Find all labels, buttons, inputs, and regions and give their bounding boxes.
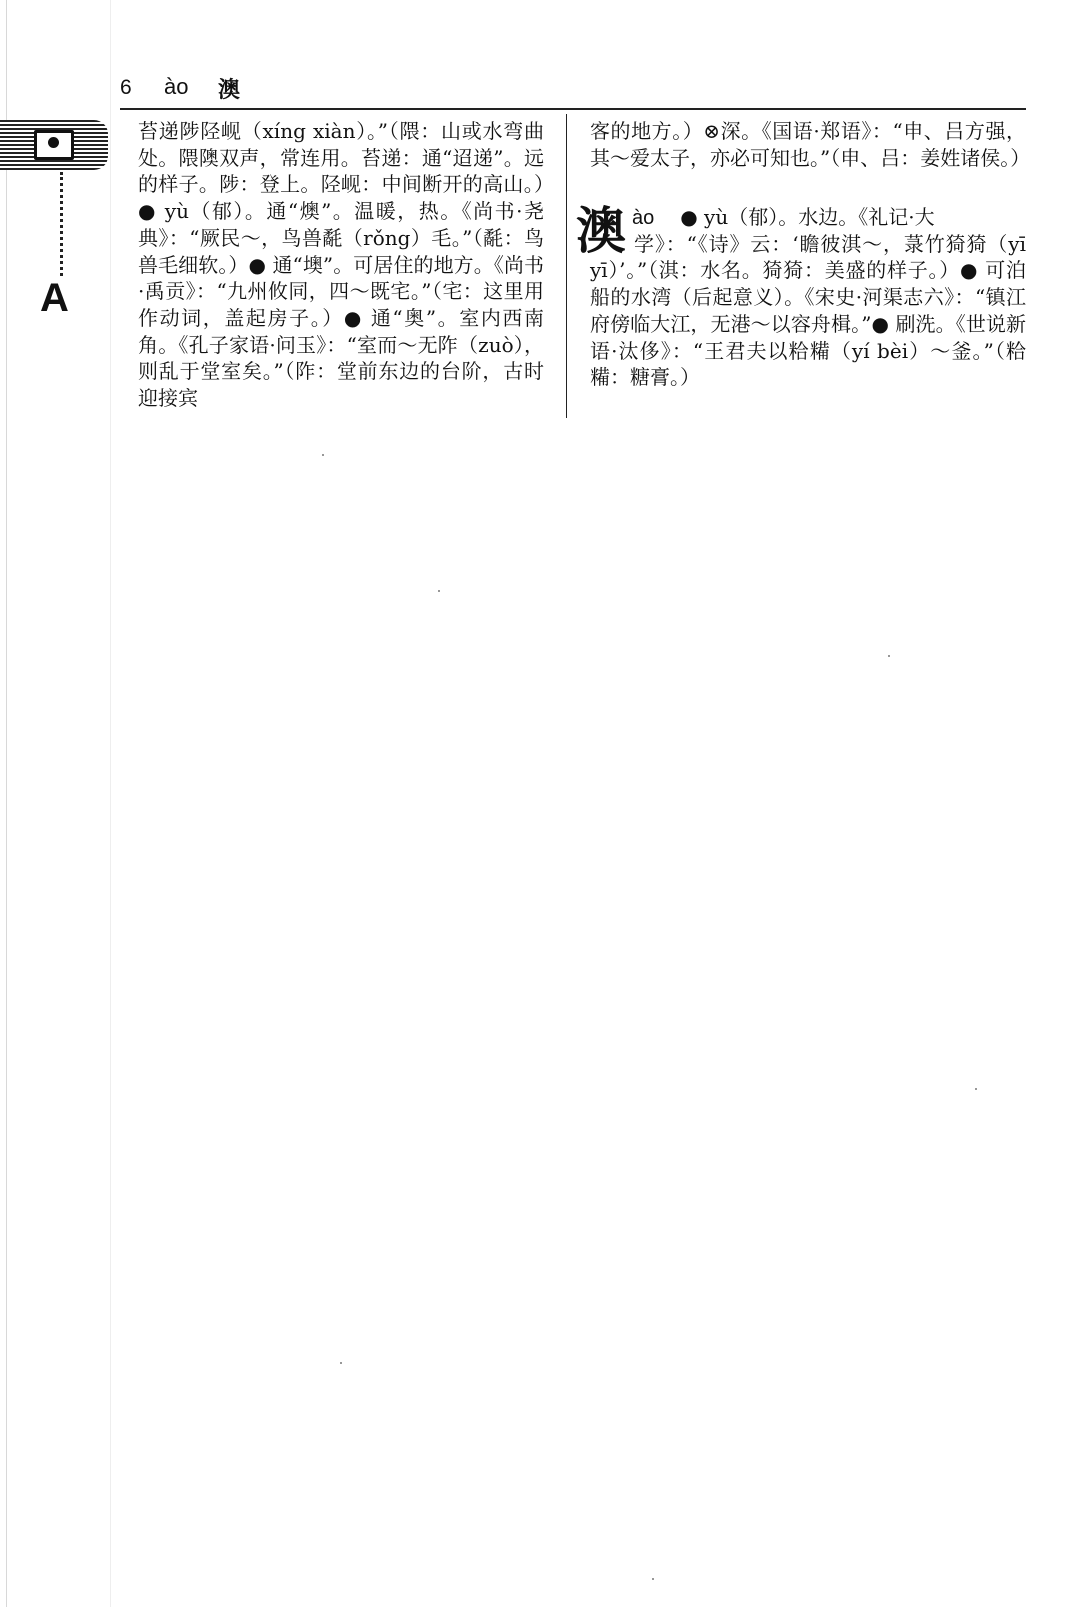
entry-first-line-text: ● yù（郁）。水边。《礼记·大 — [680, 205, 935, 229]
open-book-icon — [34, 130, 74, 160]
column-divider — [566, 114, 567, 418]
tab-dotted-line — [60, 172, 63, 276]
header-pinyin: ào — [164, 74, 189, 99]
scan-speck — [975, 1088, 977, 1090]
running-header — [120, 74, 1026, 110]
entry-pinyin: ào — [632, 207, 655, 229]
scan-speck — [888, 655, 890, 657]
section-letter: A — [40, 276, 69, 320]
scan-speck — [340, 1362, 342, 1364]
right-column — [590, 118, 1031, 171]
left-column-text: 苔递陟陉岘（xíng xiàn）。”（隈：山或水弯曲处。隈隩双声，常连用。苔递：通“迢递”。远的样子。陟：登上。陉岘：中间断开的高山。）● yù（郁）。通“燠”。温暖，热。《尚书·尧典》：“厥民～，鸟兽氄（rǒng）毛。”（氄：鸟兽毛细软。）● 通“墺”。可居住的地方。《尚书·禹贡》：“九州攸同，四～既宅。”（宅：这里用作动词，盖起房子。）● 通“奥”。室内西南角。《孔子家语·问玉》：“室而～无阼（zuò），则乱于堂室矣。”（阼：堂前东边的台阶，古时迎接宾 — [138, 119, 544, 411]
continuation-text: 客的地方。）⊗深。《国语·郑语》：“申、吕方强，其～爱太子，亦必可知也。”（申、吕：姜姓诸侯。） — [590, 119, 1031, 170]
entry-first-line — [632, 204, 1026, 232]
entry-body: 学》：“《诗》云：‘瞻彼淇～，菉竹猗猗（yī yī）’。”（淇：水名。猗猗：美盛的样子。）● 可泊船的水湾（后起意义）。《宋史·河渠志六》：“镇江府傍临大江，无港～以容舟楫。”● 刷洗。《世说新语·汰侈》：“王君夫以粭糒（yí bèi）～釜。”（粭糒：糖膏。） — [590, 231, 1026, 390]
left-column — [138, 118, 544, 412]
binding-edge — [6, 0, 7, 1607]
entry-headword: 澳 — [576, 201, 626, 260]
scan-speck — [438, 590, 440, 592]
scan-speck — [322, 454, 324, 456]
header-character: 澳 — [218, 77, 241, 103]
page-number: 6 — [120, 76, 132, 99]
section-tab — [0, 120, 108, 170]
scan-speck — [652, 1578, 654, 1580]
margin-line — [110, 0, 111, 1607]
